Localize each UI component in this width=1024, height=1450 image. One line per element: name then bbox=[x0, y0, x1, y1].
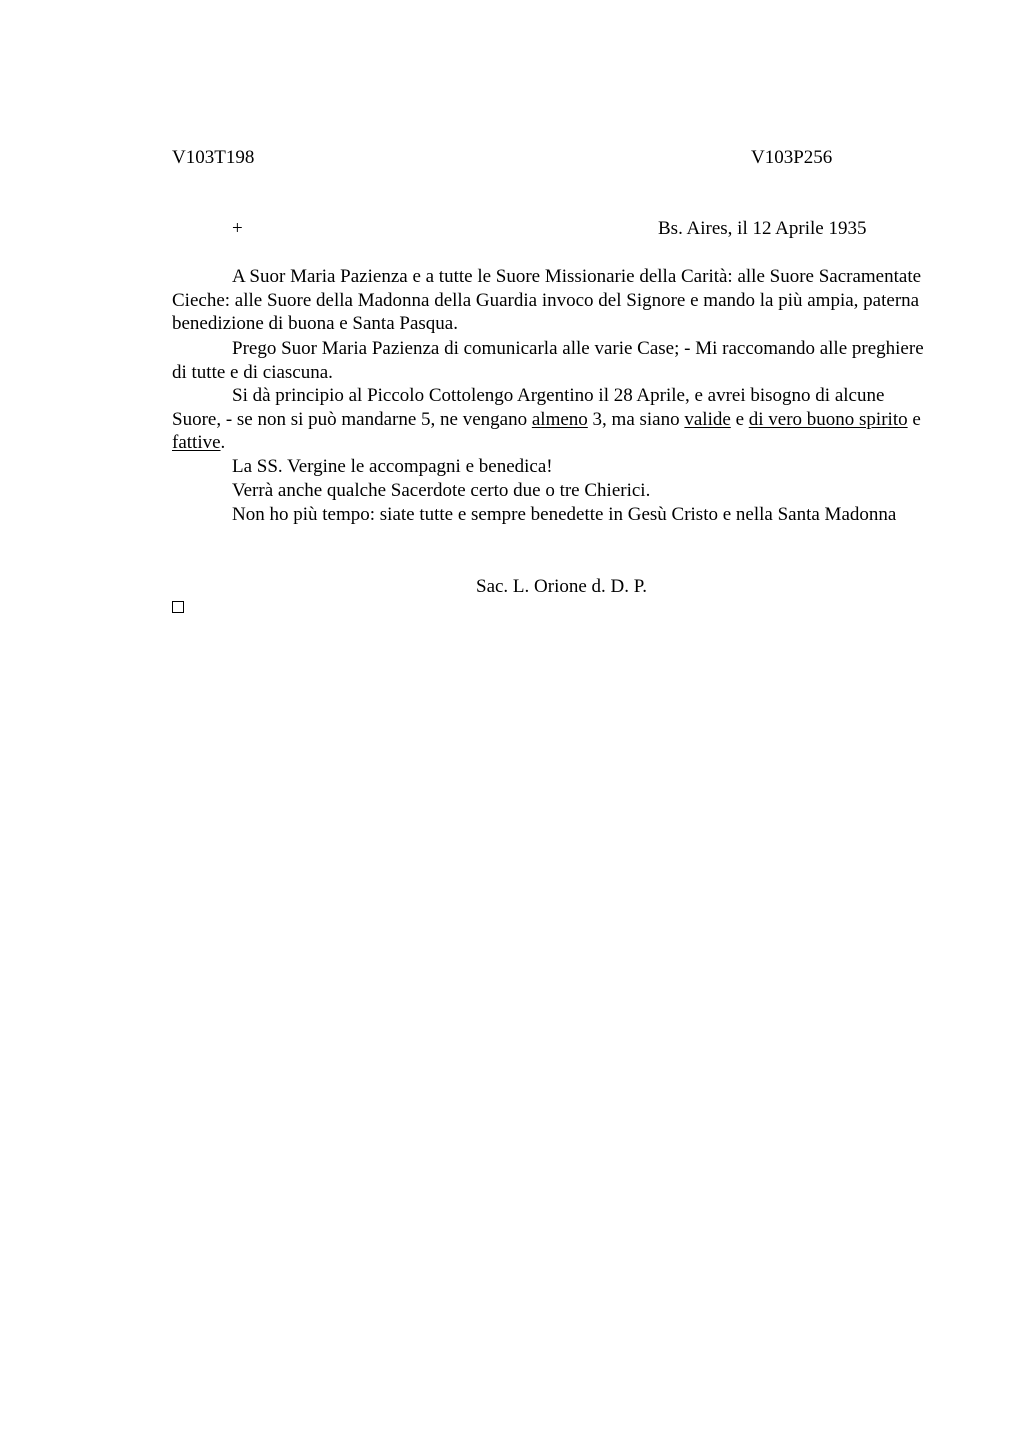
paragraph-text: . bbox=[220, 432, 226, 454]
paragraph-request: Prego Suor Maria Pazienza di comunicarla alle varie Case; - Mi raccomando alle preghiere di tutte e di ciascuna. bbox=[172, 338, 924, 383]
underlined-word: valide bbox=[684, 408, 731, 430]
paragraph-closing: Non ho più tempo: siate tutte e sempre benedette in Gesù Cristo e nella Santa Madonna bbox=[232, 504, 897, 525]
signature: Sac. L. Orione d. D. P. bbox=[476, 576, 647, 597]
paragraph-text: e bbox=[730, 408, 749, 430]
document-code-left: V103T198 bbox=[172, 147, 255, 168]
paragraph-text: Si dà principio al Piccolo Cottolengo Argentino il 28 Aprile, e avrei bisogno di alcune Suore, - se non si può mandarne 5, ne vengano bbox=[172, 385, 885, 430]
underlined-phrase: di vero buono spirito bbox=[748, 408, 908, 430]
paragraph-priest: Verrà anche qualche Sacerdote certo due o tre Chierici. bbox=[232, 480, 651, 501]
paragraph-greeting: A Suor Maria Pazienza e a tutte le Suore Missionarie della Carità: alle Suore Sacramentate Cieche: alle Suore della Madonna della Guardia invoco del Signore e mando la più ampia, paterna benedizione di buona e Santa Pasqua. bbox=[172, 266, 922, 335]
underlined-word: almeno bbox=[531, 408, 588, 430]
paragraph-blessing: La SS. Vergine le accompagni e benedica! bbox=[232, 456, 553, 477]
document-code-right: V103P256 bbox=[751, 147, 833, 168]
underlined-word: fattive bbox=[172, 432, 221, 454]
paragraph-text: e bbox=[907, 408, 921, 430]
paragraph-text: 3, ma siano bbox=[587, 408, 685, 430]
cross-symbol: + bbox=[232, 218, 243, 239]
paragraph-cottolengo bbox=[172, 384, 932, 455]
date-line: Bs. Aires, il 12 Aprile 1935 bbox=[658, 218, 867, 239]
empty-square-icon bbox=[172, 601, 184, 613]
